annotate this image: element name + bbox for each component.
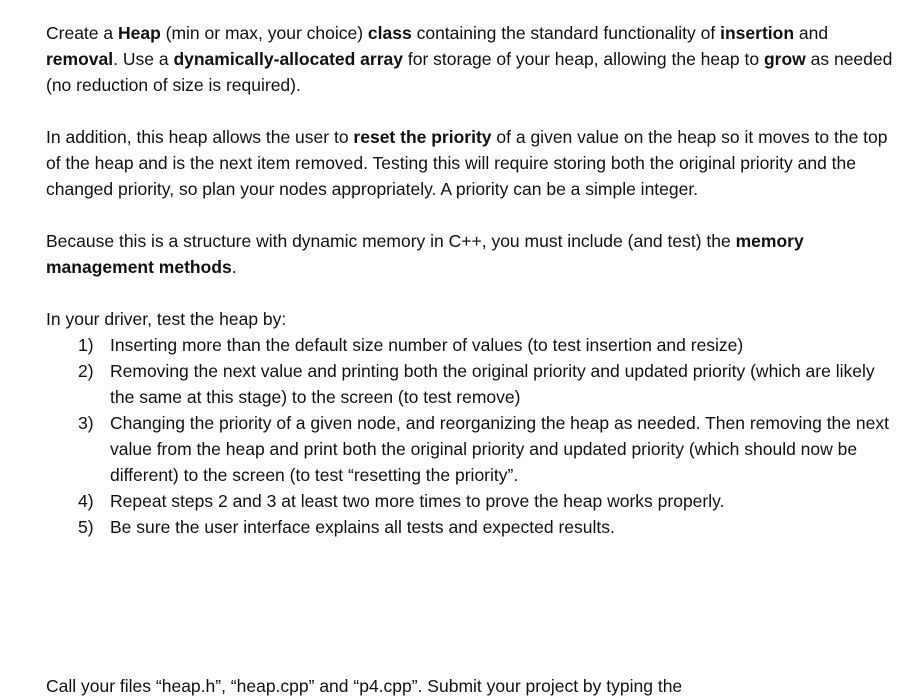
bold-term: class	[367, 23, 412, 43]
step-number: 1)	[78, 335, 94, 355]
step-text: Repeat steps 2 and 3 at least two more times to prove the heap works properly.	[110, 491, 725, 511]
step-text: Removing the next value and printing both the original priority and updated priority (which are likely the same at this stage) to the screen (to test remove)	[110, 361, 875, 407]
text: containing the standard functionality of	[411, 23, 721, 43]
intro-paragraph	[46, 20, 896, 98]
driver-intro: In your driver, test the heap by:	[46, 309, 287, 329]
paragraph-gap	[46, 202, 896, 228]
step-number: 3)	[78, 413, 94, 433]
step-number: 5)	[78, 517, 94, 537]
step-number: 4)	[78, 491, 94, 511]
bold-term: grow	[763, 49, 806, 69]
bold-term: reset the priority	[353, 127, 492, 147]
list-item	[46, 332, 896, 358]
submission-paragraph: Call your files “heap.h”, “heap.cpp” and “p4.cpp”. Submit your project by typing the	[46, 676, 683, 696]
bold-term: removal	[46, 49, 114, 69]
text: Because this is a structure with dynamic memory in C++, you must include (and test) the	[46, 231, 736, 251]
list-item	[46, 514, 896, 540]
step-text: Inserting more than the default size number of values (to test insertion and resize)	[110, 335, 744, 355]
text: as needed (no reduction of size is required).	[46, 49, 893, 95]
memory-paragraph	[46, 228, 896, 280]
text: (min or max, your choice)	[160, 23, 368, 43]
text: and	[794, 23, 829, 43]
test-steps-list	[46, 332, 896, 540]
bold-term: memory management methods	[46, 231, 804, 277]
text: for storage of your heap, allowing the heap to	[403, 49, 764, 69]
text: .	[231, 257, 237, 277]
list-item	[46, 410, 896, 488]
list-item	[46, 488, 896, 514]
bold-term: Heap	[117, 23, 161, 43]
paragraph-gap	[46, 98, 896, 124]
text: of a given value on the heap so it moves to the top of the heap and is the next item removed. Testing this will require storing both the original priority and the changed priority, so plan your nodes appropriately. A priority can be a simple integer.	[46, 127, 888, 199]
list-item	[46, 358, 896, 410]
step-text: Be sure the user interface explains all tests and expected results.	[110, 517, 615, 537]
text: In addition, this heap allows the user to	[46, 127, 354, 147]
assignment-document	[46, 20, 896, 540]
step-number: 2)	[78, 361, 94, 381]
step-text: Changing the priority of a given node, and reorganizing the heap as needed. Then removing the next value from the heap and print both the original priority and updated priority (which should now be different) to the screen (to test “resetting the priority”.	[110, 413, 889, 485]
bold-term: dynamically-allocated array	[173, 49, 403, 69]
priority-paragraph	[46, 124, 896, 202]
text: Create a	[46, 23, 118, 43]
bold-term: insertion	[720, 23, 795, 43]
paragraph-gap	[46, 280, 896, 306]
text: . Use a	[113, 49, 174, 69]
